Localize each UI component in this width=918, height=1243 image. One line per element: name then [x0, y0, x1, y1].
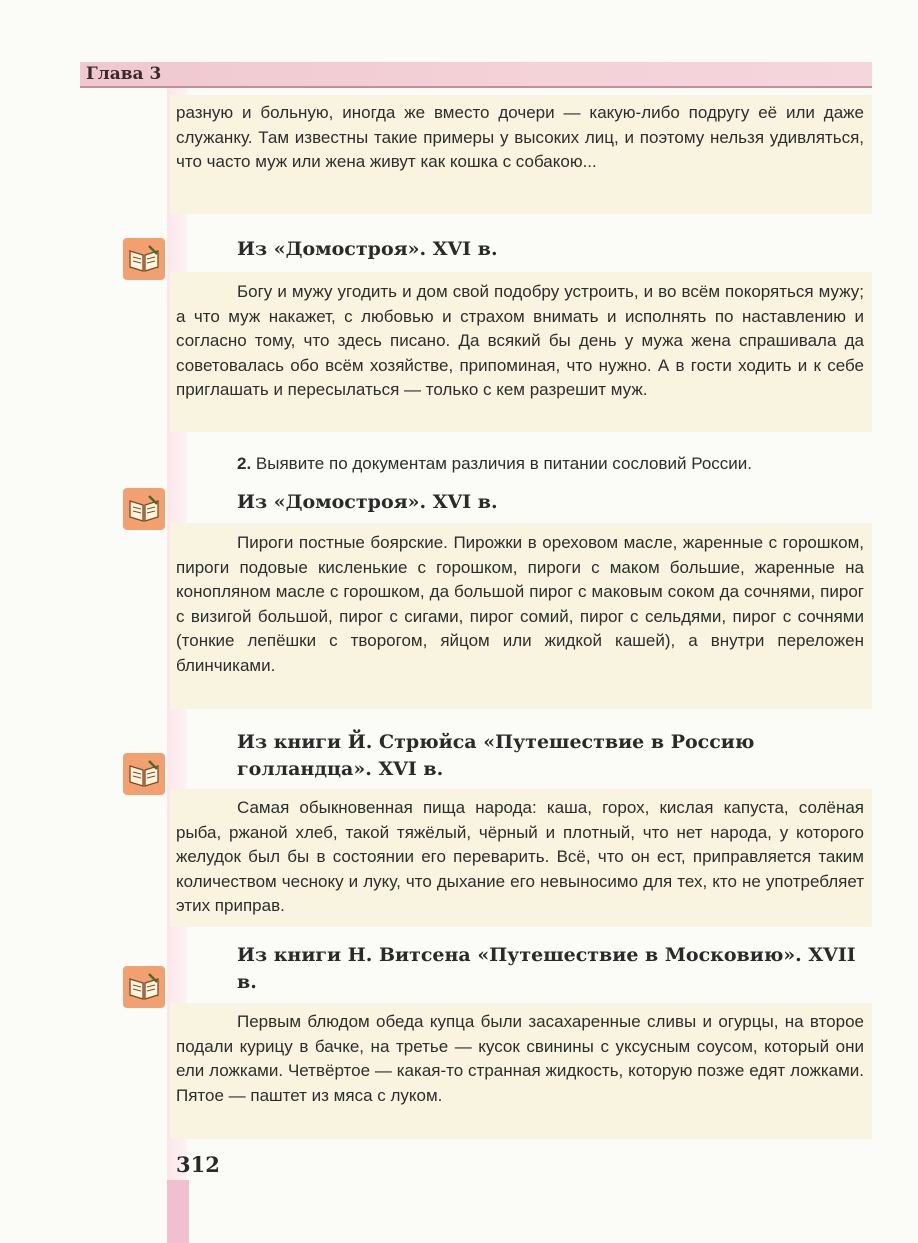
page-number: 312 — [176, 1152, 220, 1177]
source-title: Из «Домостроя». XVI в. — [237, 238, 498, 260]
chapter-header-band — [80, 62, 872, 86]
margin-strip-bottom — [167, 1180, 189, 1243]
chapter-title: Глава 3 — [86, 64, 162, 84]
task-number: 2. — [237, 454, 252, 473]
task — [237, 454, 752, 474]
book-icon — [123, 488, 165, 530]
source-title: Из «Домостроя». XVI в. — [237, 491, 498, 513]
source-title: Из книги Й. Стрюйса «Путешествие в Россию голландца». XVI в. — [237, 731, 755, 780]
header-rule — [80, 86, 872, 88]
book-icon — [123, 966, 165, 1008]
source-title: Из книги Н. Витсена «Путешествие в Московию». XVII в. — [237, 944, 856, 993]
intro-paragraph: разную и больную, иногда же вместо дочери — какую-либо подругу её или даже служанку. Там известны такие примеры у высоких лиц, и поэтому нельзя удивляться, что часто муж или жена живут как кошка с собакою... — [176, 103, 864, 171]
book-icon — [123, 753, 165, 795]
book-icon — [123, 238, 165, 280]
source-text: Пироги постные боярские. Пирожки в ореховом масле, жаренные с горошком, пироги подовые кисленькие с горошком, пироги с маком большие, жаренные на конопляном масле с горошком, да большой пирог с маковым соком да сочнями, пирог с визигой большой, пирог с сигами, пирог сомий, пирог с сельдями, пирог с сочнями (тонкие лепёшки с творогом, яйцом или жидкой кашей), а внутри переложен блинчиками. — [176, 533, 864, 675]
source-text: Богу и мужу угодить и дом свой подобру устроить, и во всём покоряться мужу; а что муж накажет, с любовью и страхом внимать и исполнять по наставлению и согласно тому, что здесь писано. Да всякий бы день у мужа жена спрашивала да советовалась обо всём хозяйстве, припоминая, что нужно. А в гости ходить и к себе приглашать и пересылаться — только с кем разрешит муж. — [176, 282, 864, 399]
task-text: Выявите по документам различия в питании сословий России. — [255, 454, 753, 473]
source-text: Самая обыкновенная пища народа: каша, горох, кислая капуста, солёная рыба, ржаной хлеб, такой тяжёлый, чёрный и плотный, что нет народа, у которого желудок был бы в состоянии его переварить. Всё, что он ест, приправляется таким количеством чесноку и луку, что дыхание его невыносимо для тех, кто не употребляет этих приправ. — [176, 798, 864, 915]
source-text: Первым блюдом обеда купца были засахаренные сливы и огурцы, на второе подали курицу в бачке, на третье — кусок свинины с уксусным соусом, который они ели ложками. Четвёртое — какая-то странная жидкость, которую позже едят ложками. Пятое — паштет из мяса с луком. — [176, 1012, 864, 1105]
